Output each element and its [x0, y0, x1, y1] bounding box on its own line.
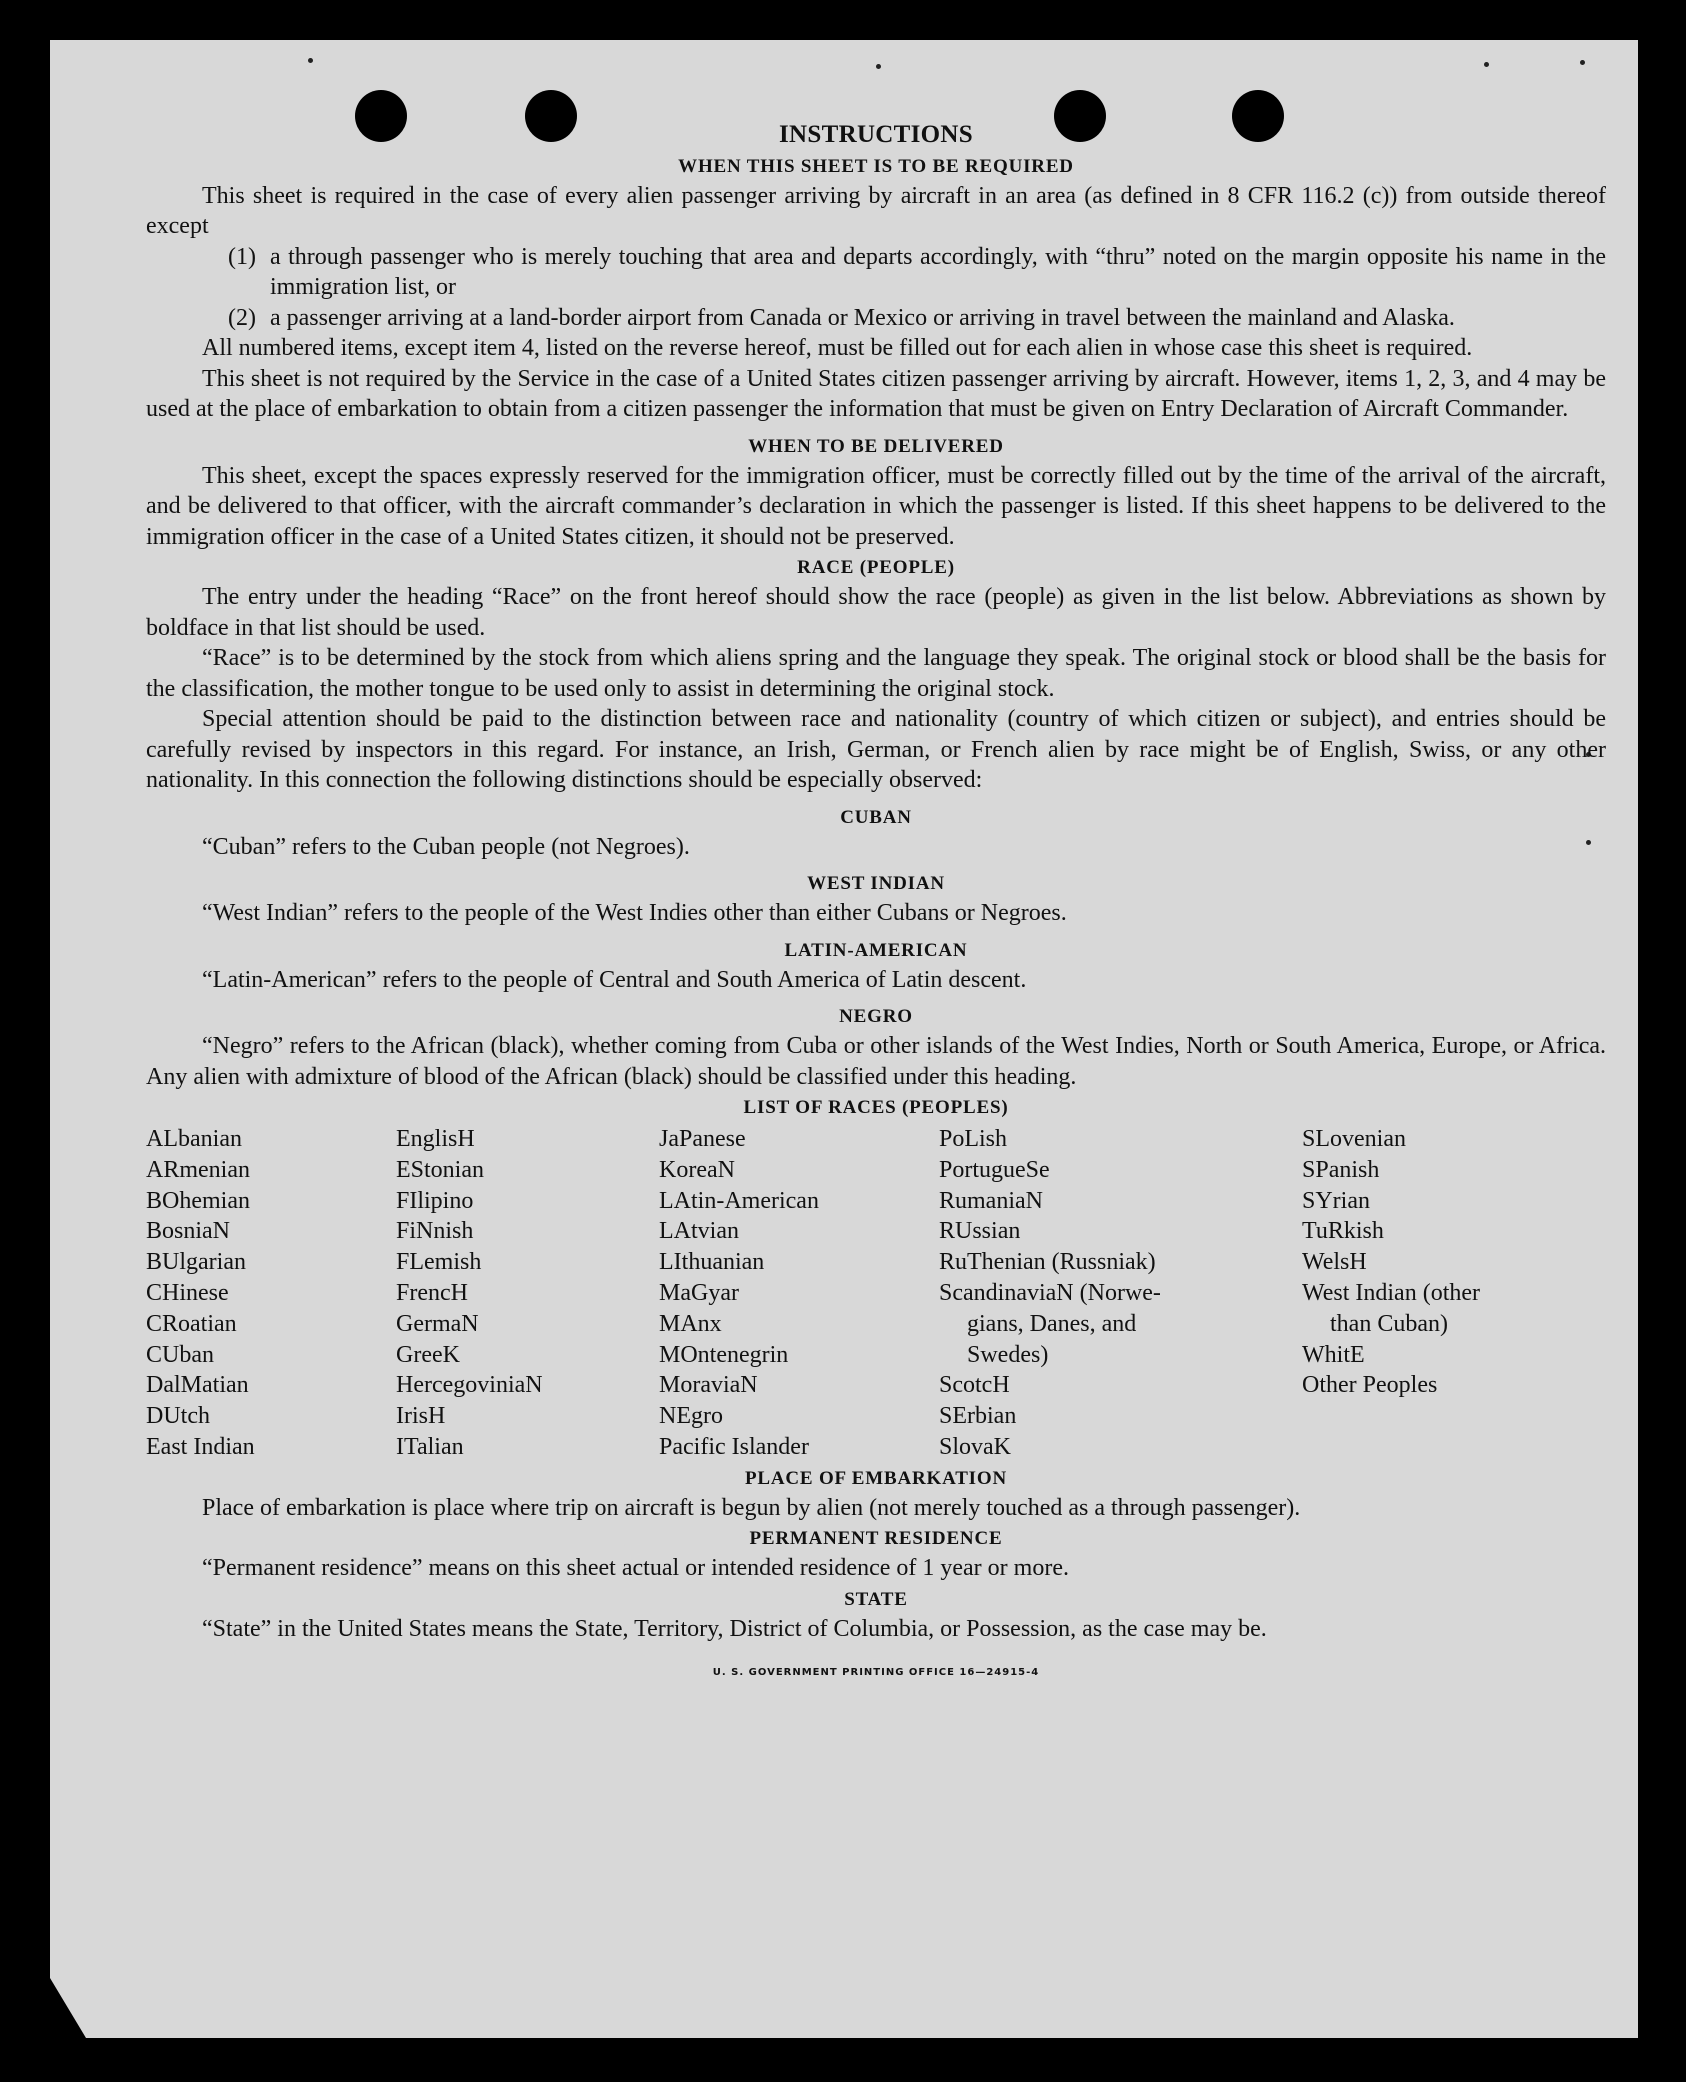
race-entry: LAtin-American — [659, 1187, 819, 1214]
list-item — [146, 242, 1606, 303]
race-entry: Swedes) — [967, 1341, 1049, 1368]
race-entry: HercegoviniaN — [396, 1372, 543, 1399]
race-column — [396, 1124, 659, 1463]
item-text: a through passenger who is merely touching that area and departs accordingly, with “thru” noted on the margin opposite his name in the immigration list, or — [270, 243, 1606, 300]
race-entry: SlovaK — [939, 1433, 1011, 1460]
race-entry: ARmenian — [146, 1156, 250, 1183]
race-entry: GreeK — [396, 1341, 460, 1368]
race-entry: BOhemian — [146, 1187, 250, 1214]
race-entry: FLemish — [396, 1249, 482, 1276]
race-entry: ScandinaviaN (Norwe- — [939, 1279, 1161, 1306]
section-heading: RACE (PEOPLE) — [797, 557, 955, 578]
paragraph: Special attention should be paid to the distinction between race and nationality (country of which citizen or subject), and entries should be carefully revised by inspectors in this regard. For instance, an Irish, German, or French alien by race might be of English, Swiss, or any other nationality. In this connection the following distinctions should be especially observed: — [146, 706, 1606, 793]
race-entry: RumaniaN — [939, 1187, 1043, 1214]
race-entry: Other Peoples — [1302, 1372, 1438, 1399]
race-column — [939, 1124, 1302, 1463]
section-heading: NEGRO — [839, 1006, 913, 1027]
item-text: a passenger arriving at a land-border airport from Canada or Mexico or arriving in travel between the mainland and Alaska. — [270, 304, 1455, 331]
race-entry: PortugueSe — [939, 1156, 1050, 1183]
race-entry: ScotcH — [939, 1372, 1010, 1399]
race-entry: FrencH — [396, 1279, 468, 1306]
document-sheet — [50, 40, 1638, 2038]
race-column — [146, 1124, 396, 1463]
race-entry: SPanish — [1302, 1156, 1380, 1183]
section-heading: PLACE OF EMBARKATION — [745, 1467, 1007, 1489]
speck — [1484, 62, 1489, 67]
paragraph: “State” in the United States means the State, Territory, District of Columbia, or Possession, as the case may be. — [202, 1615, 1267, 1642]
paragraph: “Permanent residence” means on this sheet actual or intended residence of 1 year or more. — [202, 1555, 1069, 1582]
race-entry: LIthuanian — [659, 1249, 765, 1276]
section-heading: CUBAN — [840, 806, 912, 828]
section-heading: WEST INDIAN — [807, 873, 945, 894]
race-entry: PoLish — [939, 1126, 1008, 1152]
section-heading: STATE — [844, 1588, 908, 1610]
paragraph: Place of embarkation is place where trip on aircraft is begun by alien (not merely touched as a through passenger). — [202, 1494, 1301, 1521]
paragraph: “West Indian” refers to the people of the West Indies other than either Cubans or Negroes. — [202, 900, 1067, 926]
paragraph: This sheet is not required by the Service in the case of a United States citizen passenger arriving by aircraft. However, items 1, 2, 3, and 4 may be used at the place of embarkation to obtain from a citizen passenger the information that must be given on Entry Declaration of Aircraft Commander. — [146, 365, 1606, 422]
race-entry: SErbian — [939, 1403, 1017, 1430]
race-column — [659, 1124, 939, 1463]
paragraph: “Race” is to be determined by the stock from which aliens spring and the language they speak. The original stock or blood shall be the basis for the classification, the mother tongue to be used only to assist in determining the original stock. — [146, 645, 1606, 702]
race-entry: MaGyar — [659, 1279, 739, 1306]
paragraph: “Negro” refers to the African (black), whether coming from Cuba or other islands of the West Indies, North or South America, Europe, or Africa. Any alien with admixture of blood of the African (black) should be classified under this heading. — [146, 1033, 1606, 1090]
list-item — [146, 303, 1606, 334]
paragraph: “Latin-American” refers to the people of Central and South America of Latin descent. — [202, 966, 1027, 993]
paragraph: This sheet is required in the case of every alien passenger arriving by aircraft in an area (as defined in 8 CFR 116.2 (c)) from outside thereof except — [146, 182, 1606, 239]
race-entry: BosniaN — [146, 1218, 230, 1245]
speck — [876, 64, 881, 69]
race-column — [1302, 1124, 1606, 1463]
race-entry: SYrian — [1302, 1187, 1370, 1214]
race-entry: WhitE — [1302, 1341, 1365, 1368]
race-entry: SLovenian — [1302, 1126, 1406, 1152]
section-heading: LATIN-AMERICAN — [784, 939, 968, 961]
race-entry: East Indian — [146, 1433, 255, 1460]
item-number: (2) — [228, 304, 256, 331]
item-number: (1) — [228, 243, 256, 270]
race-entry: ALbanian — [146, 1126, 242, 1152]
race-entry: WelsH — [1302, 1249, 1367, 1276]
race-entry: JaPanese — [659, 1126, 746, 1152]
race-list — [146, 1124, 1606, 1463]
section-heading: WHEN THIS SHEET IS TO BE REQUIRED — [678, 155, 1074, 177]
race-entry: DalMatian — [146, 1372, 249, 1399]
paragraph: All numbered items, except item 4, listed on the reverse hereof, must be filled out for each alien in whose case this sheet is required. — [202, 335, 1473, 361]
race-entry: RuThenian (Russniak) — [939, 1249, 1156, 1276]
speck — [1580, 60, 1585, 65]
race-entry: LAtvian — [659, 1218, 739, 1245]
race-entry: West Indian (other — [1302, 1279, 1481, 1306]
speck — [308, 58, 313, 63]
race-entry: MoraviaN — [659, 1372, 758, 1399]
race-entry: FIlipino — [396, 1187, 474, 1214]
race-entry: RUssian — [939, 1218, 1021, 1245]
paragraph: “Cuban” refers to the Cuban people (not Negroes). — [202, 833, 690, 860]
race-entry: CRoatian — [146, 1310, 237, 1337]
paragraph: This sheet, except the spaces expressly reserved for the immigration officer, must be correctly filled out by the time of the arrival of the aircraft, and be delivered to that officer, with the aircraft commander’s declaration in which the passenger is listed. If this sheet happens to be delivered to the immigration officer in the case of a United States citizen, it should not be preserved. — [146, 462, 1606, 550]
race-entry: EnglisH — [396, 1126, 475, 1152]
race-entry: Pacific Islander — [659, 1433, 809, 1460]
race-entry: CUban — [146, 1341, 214, 1368]
race-entry: GermaN — [396, 1310, 479, 1337]
race-entry: EStonian — [396, 1156, 484, 1183]
race-entry: IrisH — [396, 1403, 446, 1430]
race-entry: KoreaN — [659, 1156, 735, 1183]
printer-imprint: U. S. GOVERNMENT PRINTING OFFICE 16—24915-4 — [712, 1667, 1040, 1679]
race-entry: MOntenegrin — [659, 1341, 789, 1368]
instructions-content — [146, 120, 1606, 1689]
race-entry: TuRkish — [1302, 1218, 1384, 1245]
race-entry: DUtch — [146, 1403, 210, 1430]
section-heading: LIST OF RACES (PEOPLES) — [743, 1097, 1009, 1118]
race-entry: NEgro — [659, 1403, 723, 1430]
race-entry: CHinese — [146, 1279, 229, 1306]
race-entry: gians, Danes, and — [967, 1310, 1137, 1337]
section-heading: WHEN TO BE DELIVERED — [748, 435, 1004, 457]
section-heading: PERMANENT RESIDENCE — [749, 1528, 1003, 1550]
race-entry: than Cuban) — [1330, 1310, 1448, 1337]
race-entry: BUlgarian — [146, 1249, 246, 1276]
paragraph: The entry under the heading “Race” on the front hereof should show the race (people) as given in the list below. Abbreviations as shown by boldface in that list should be used. — [146, 584, 1606, 641]
race-entry: ITalian — [396, 1433, 464, 1460]
race-entry: MAnx — [659, 1310, 722, 1337]
torn-corner — [50, 1978, 86, 2038]
page-title: INSTRUCTIONS — [779, 121, 973, 148]
race-entry: FiNnish — [396, 1218, 474, 1245]
